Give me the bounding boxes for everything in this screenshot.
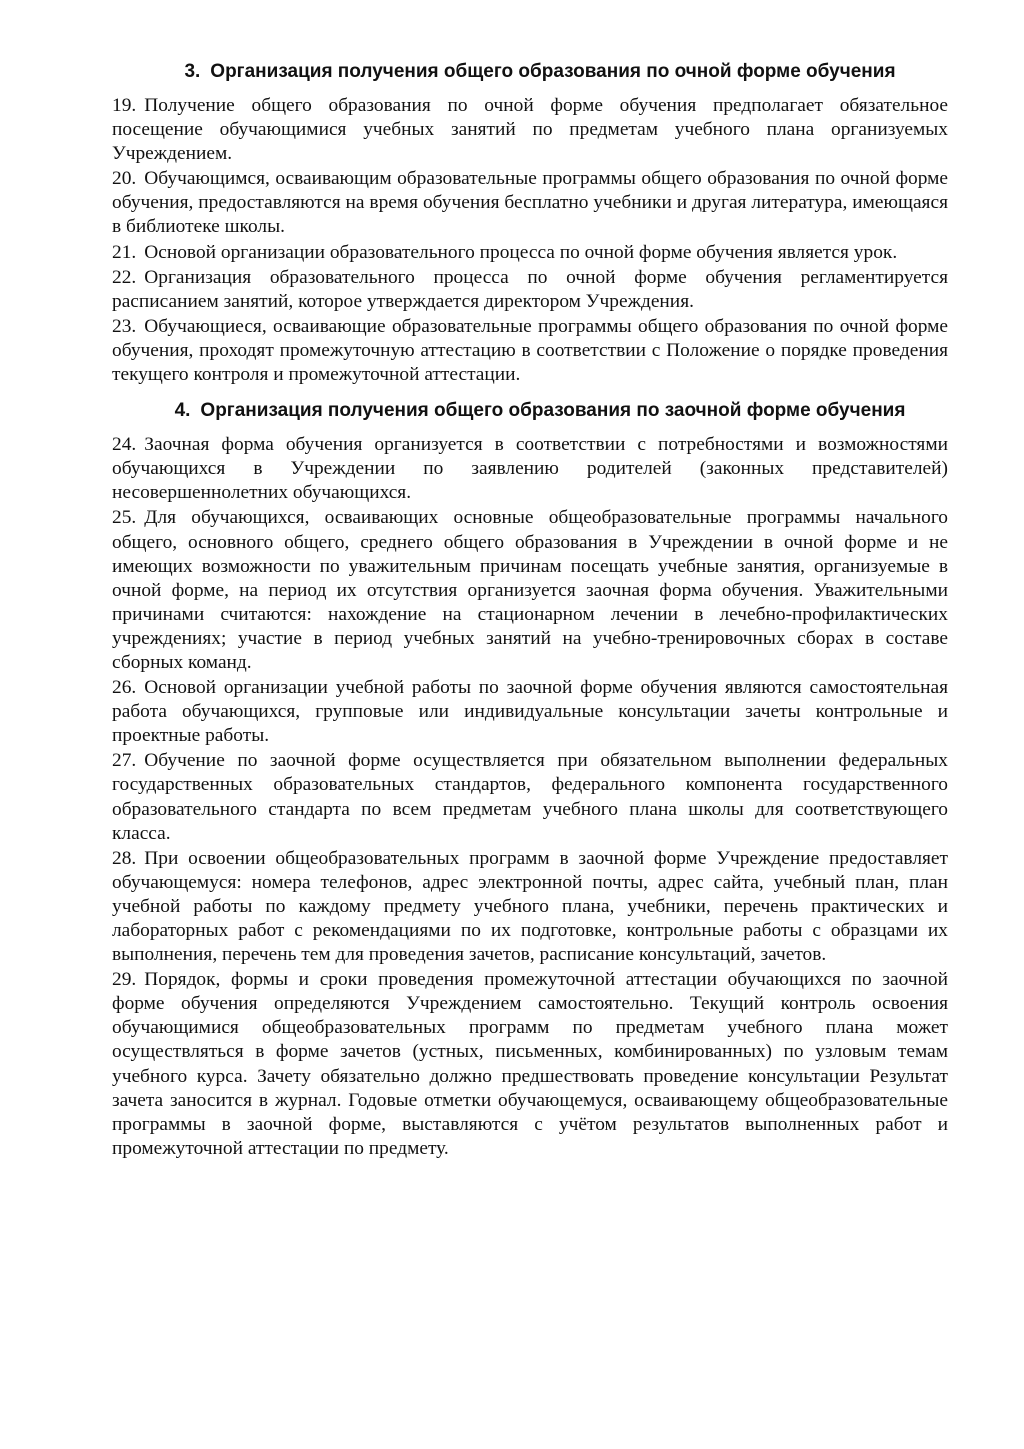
section-heading: [112, 58, 948, 86]
section-number: 3.: [184, 61, 201, 82]
paragraph-text: Основой организации учебной работы по заочной форме обучения являются самостоятельная работа обучающихся, групповые или индивидуальные консультации зачеты контрольные и проектные работы.: [112, 677, 948, 747]
paragraph-text: Обучающимся, осваивающим образовательные программы общего образования по очной форме обучения, предоставляются на время обучения бесплатно учебники и другая литература, имеющаяся в библиотеке школы.: [112, 168, 948, 238]
paragraph-number: 25.: [112, 507, 137, 529]
paragraph-number: 29.: [112, 969, 137, 991]
paragraph-number: 22.: [112, 266, 137, 288]
paragraph-text: Получение общего образования по очной форме обучения предполагает обязательное посещение обучающимися учебных занятий по предметам учебного плана организуемых Учреждением.: [112, 95, 948, 165]
paragraph-number: 19.: [112, 95, 137, 116]
paragraph-20: [112, 167, 948, 239]
paragraph-23: [112, 315, 948, 387]
paragraph-number: 26.: [112, 677, 137, 699]
paragraph-22: [112, 266, 948, 314]
paragraph-29: [112, 968, 948, 1161]
paragraph-number: 23.: [112, 315, 137, 337]
paragraph-25: [112, 506, 948, 675]
paragraph-text: Обучение по заочной форме осуществляется при обязательном выполнении федеральных государственных образовательных стандартов, федерального компонента государственного образовательного стандарта по всем предметам учебного плана школы для соответствующего класса.: [112, 750, 948, 844]
paragraph-text: Порядок, формы и сроки проведения промежуточной аттестации обучающихся по заочной форме обучения определяются Учреждением самостоятельно. Текущий контроль освоения обучающимися общеобразовательных программ по предметам учебного плана может осуществляться в форме зачетов (устных, письменных, комбинированных) по узловым темам учебного курса. Зачету обязательно должно предшествовать проведение консультации Результат зачета заносится в журнал. Годовые отметки обучающемуся, осваивающему общеобразовательные программы в заочной форме, выставляются с учётом результатов выполненных работ и промежуточной аттестации по предмету.: [112, 969, 948, 1159]
section-3: [112, 58, 948, 387]
section-number: 4.: [174, 400, 191, 422]
paragraph-26: [112, 676, 948, 748]
document-page: [112, 58, 948, 1171]
paragraph-text: При освоении общеобразовательных программ в заочной форме Учреждение предоставляет обучающемуся: номера телефонов, адрес электронной почты, адрес сайта, учебный план, план учебной работы по каждому предмету учебного плана, учебники, перечень практических и лабораторных работ с рекомендациями по их подготовке, контрольные работы с образцами их выполнения, перечень тем для проведения зачетов, расписание консультаций, зачетов.: [112, 847, 948, 966]
paragraph-text: Обучающиеся, осваивающие образовательные программы общего образования по очной форме обучения, проходят промежуточную аттестацию в соответствии с Положение о порядке проведения текущего контроля и промежуточной аттестации.: [112, 315, 948, 386]
paragraph-number: 20.: [112, 168, 137, 190]
paragraph-28: [112, 847, 948, 967]
section-title: Организация получения общего образования по заочной форме обучения: [200, 400, 906, 422]
paragraph-text: Заочная форма обучения организуется в соответствии с потребностями и возможностями обучающихся в Учреждении по заявлению родителей (законных представителей) несовершеннолетних обучающихся.: [112, 434, 948, 504]
section-4: [112, 397, 948, 1161]
paragraph-21: [112, 241, 948, 265]
section-title: Организация получения общего образования по очной форме обучения: [210, 61, 896, 82]
section-heading: [112, 397, 948, 425]
paragraph-27: [112, 749, 948, 845]
paragraph-24: [112, 433, 948, 505]
paragraph-text: Основой организации образовательного процесса по очной форме обучения является урок.: [144, 241, 898, 263]
paragraph-text: Организация образовательного процесса по очной форме обучения регламентируется расписанием занятий, которое утверждается директором Учреждения.: [112, 266, 948, 312]
paragraph-text: Для обучающихся, осваивающих основные общеобразовательные программы начального общего, основного общего, среднего общего образования в Учреждении в очной форме и не имеющих возможности по уважительным причинам посещать учебные занятия, организуемые в очной форме, на период их отсутствия организуется заочная форма обучения. Уважительными причинами считаются: нахождение на стационарном лечении в лечебно-профилактических учреждениях; участие в период учебных занятий на учебно-тренировочных сборах в составе сборных команд.: [112, 507, 948, 673]
paragraph-number: 28.: [112, 847, 137, 869]
paragraph-number: 21.: [112, 241, 137, 263]
paragraph-number: 24.: [112, 434, 137, 456]
paragraph-19: [112, 94, 948, 166]
paragraph-number: 27.: [112, 750, 137, 772]
